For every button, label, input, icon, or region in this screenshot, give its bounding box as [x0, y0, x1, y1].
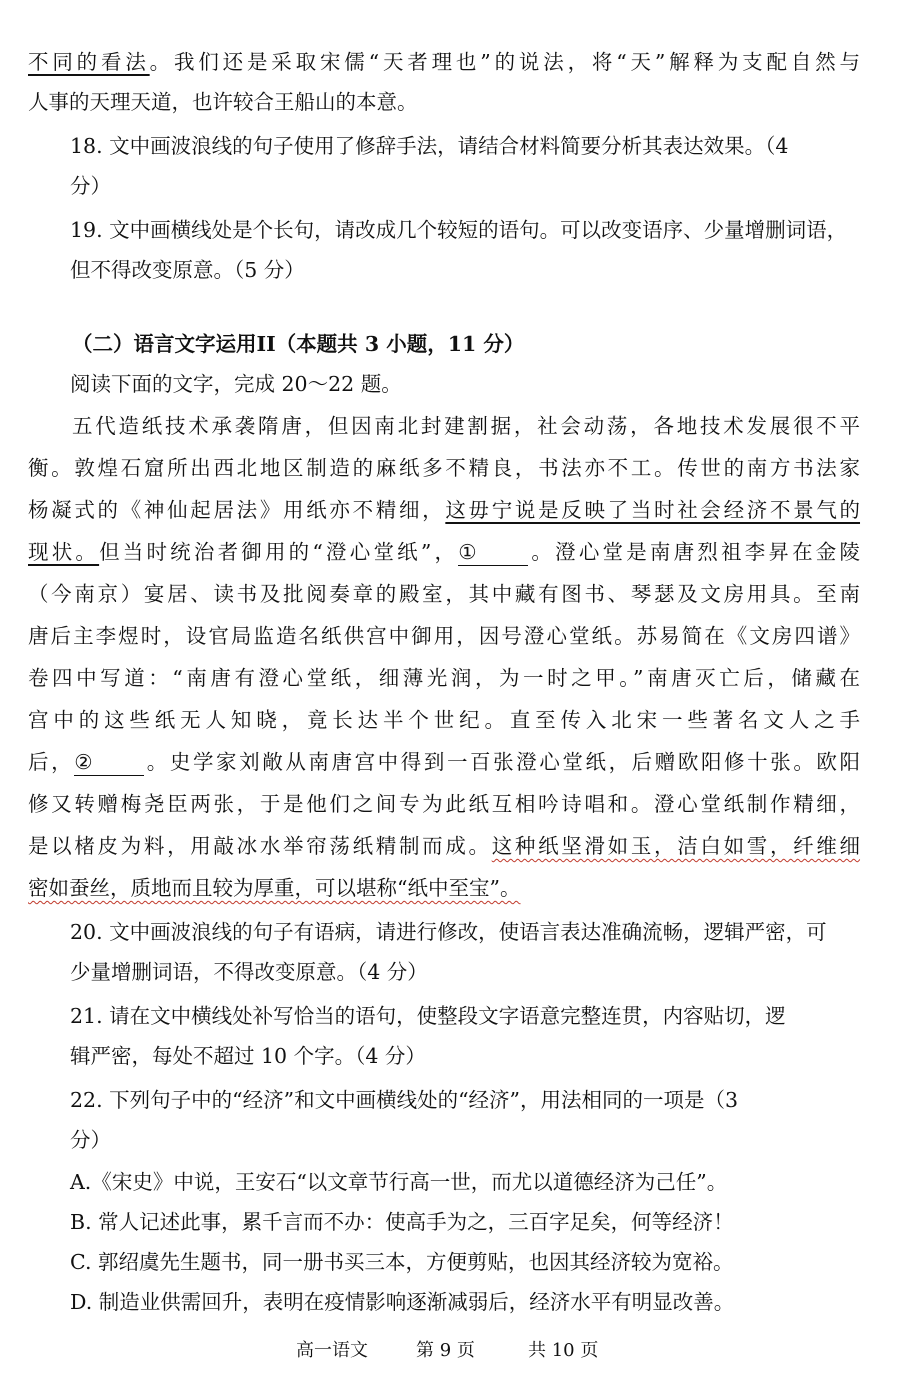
option-c: C. 郭绍虞先生题书，同一册书买三本，方便剪贴，也因其经济较为宽裕。 — [70, 1250, 734, 1274]
instruction: 阅读下面的文字，完成 20～22 题。 — [70, 372, 402, 396]
passage-line: 唐后主李煜时，设官局监造名纸供宫中御用，因号澄心堂纸。苏易简在《文房四谱》 — [28, 624, 860, 648]
question-21-cont: 辑严密，每处不超过 10 个字。（4 分） — [70, 1044, 426, 1068]
passage-line — [28, 866, 860, 910]
passage-line: 后，② 。史学家刘敞从南唐宫中得到一百张澄心堂纸，后赠欧阳修十张。欧阳 — [28, 750, 861, 774]
answer-blank-1: ① — [458, 539, 528, 566]
wavy-underlined-sentence-end: 密如蚕丝，质地而且较为厚重，可以堪称“纸中至宝”。 — [28, 876, 521, 900]
wavy-underlined-sentence: 这种纸坚滑如玉，洁白如雪，纤维细 — [491, 834, 861, 858]
footer-page-number: 第 9 页 — [416, 1340, 475, 1361]
question-18-cont: 分） — [70, 174, 111, 198]
footer-subject: 高一语文 — [296, 1340, 368, 1361]
question-20-cont: 少量增删词语，不得改变原意。（4 分） — [70, 960, 428, 984]
passage-line: 衡。敦煌石窟所出西北地区制造的麻纸多不精良，书法亦不工。传世的南方书法家 — [28, 456, 860, 480]
text-line: 不同的看法。我们还是采取宋儒“天者理也”的说法，将“天”解释为支配自然与 — [28, 50, 860, 74]
footer-total-pages: 共 10 页 — [528, 1340, 599, 1361]
answer-blank-2: ② — [74, 749, 144, 776]
text-line: 人事的天理天道，也许较合王船山的本意。 — [28, 90, 418, 114]
option-b: B. 常人记述此事，累千言而不办：使高手为之，三百字足矣，何等经济！ — [70, 1210, 734, 1234]
passage-line: 卷四中写道：“南唐有澄心堂纸，细薄光润，为一时之甲。”南唐灭亡后，储藏在 — [28, 666, 860, 690]
passage-line: 宫中的这些纸无人知晓，竟长达半个世纪。直至传入北宋一些著名文人之手 — [28, 708, 860, 732]
passage-line: 是以楮皮为料，用敲冰水举帘荡纸精制而成。这种纸坚滑如玉，洁白如雪，纤维细 — [28, 834, 861, 858]
passage-line: 修又转赠梅尧臣两张，于是他们之间专为此纸互相吟诗唱和。澄心堂纸制作精细， — [28, 792, 860, 816]
question-18: 18. 文中画波浪线的句子使用了修辞手法，请结合材料简要分析其表达效果。（4 — [70, 134, 789, 158]
passage-line: （今南京）宴居、读书及批阅奏章的殿室，其中藏有图书、琴瑟及文房用具。至南 — [28, 582, 860, 606]
underlined-phrase: 不同的看法 — [28, 50, 150, 74]
question-20: 20. 文中画波浪线的句子有语病，请进行修改，使语言表达准确流畅，逻辑严密，可 — [70, 920, 827, 944]
question-19: 19. 文中画横线处是个长句，请改成几个较短的语句。可以改变语序、少量增删词语， — [70, 218, 848, 242]
option-d: D. 制造业供需回升，表明在疫情影响逐渐减弱后，经济水平有明显改善。 — [70, 1290, 735, 1314]
question-22: 22. 下列句子中的“经济”和文中画横线处的“经济”，用法相同的一项是（3 — [70, 1088, 739, 1112]
question-19-cont: 但不得改变原意。（5 分） — [70, 258, 305, 282]
section-heading: （二）语言文字运用II（本题共 3 小题，11 分） — [72, 332, 525, 356]
option-a: A.《宋史》中说，王安石“以文章节行高一世，而尤以道德经济为己任”。 — [70, 1170, 728, 1194]
underlined-sentence: 这毋宁说是反映了当时社会经济不景气的 — [445, 498, 861, 522]
question-21: 21. 请在文中横线处补写恰当的语句，使整段文字语意完整连贯，内容贴切，逻 — [70, 1004, 786, 1028]
passage-line: 五代造纸技术承袭隋唐，但因南北封建割据，社会动荡，各地技术发展很不平 — [72, 414, 860, 438]
passage-line: 现状。但当时统治者御用的“澄心堂纸”，① 。澄心堂是南唐烈祖李昇在金陵 — [28, 540, 861, 564]
passage-line: 杨凝式的《神仙起居法》用纸亦不精细，这毋宁说是反映了当时社会经济不景气的 — [28, 498, 861, 522]
underlined-sentence-end: 现状。 — [28, 540, 100, 564]
question-22-cont: 分） — [70, 1128, 111, 1152]
